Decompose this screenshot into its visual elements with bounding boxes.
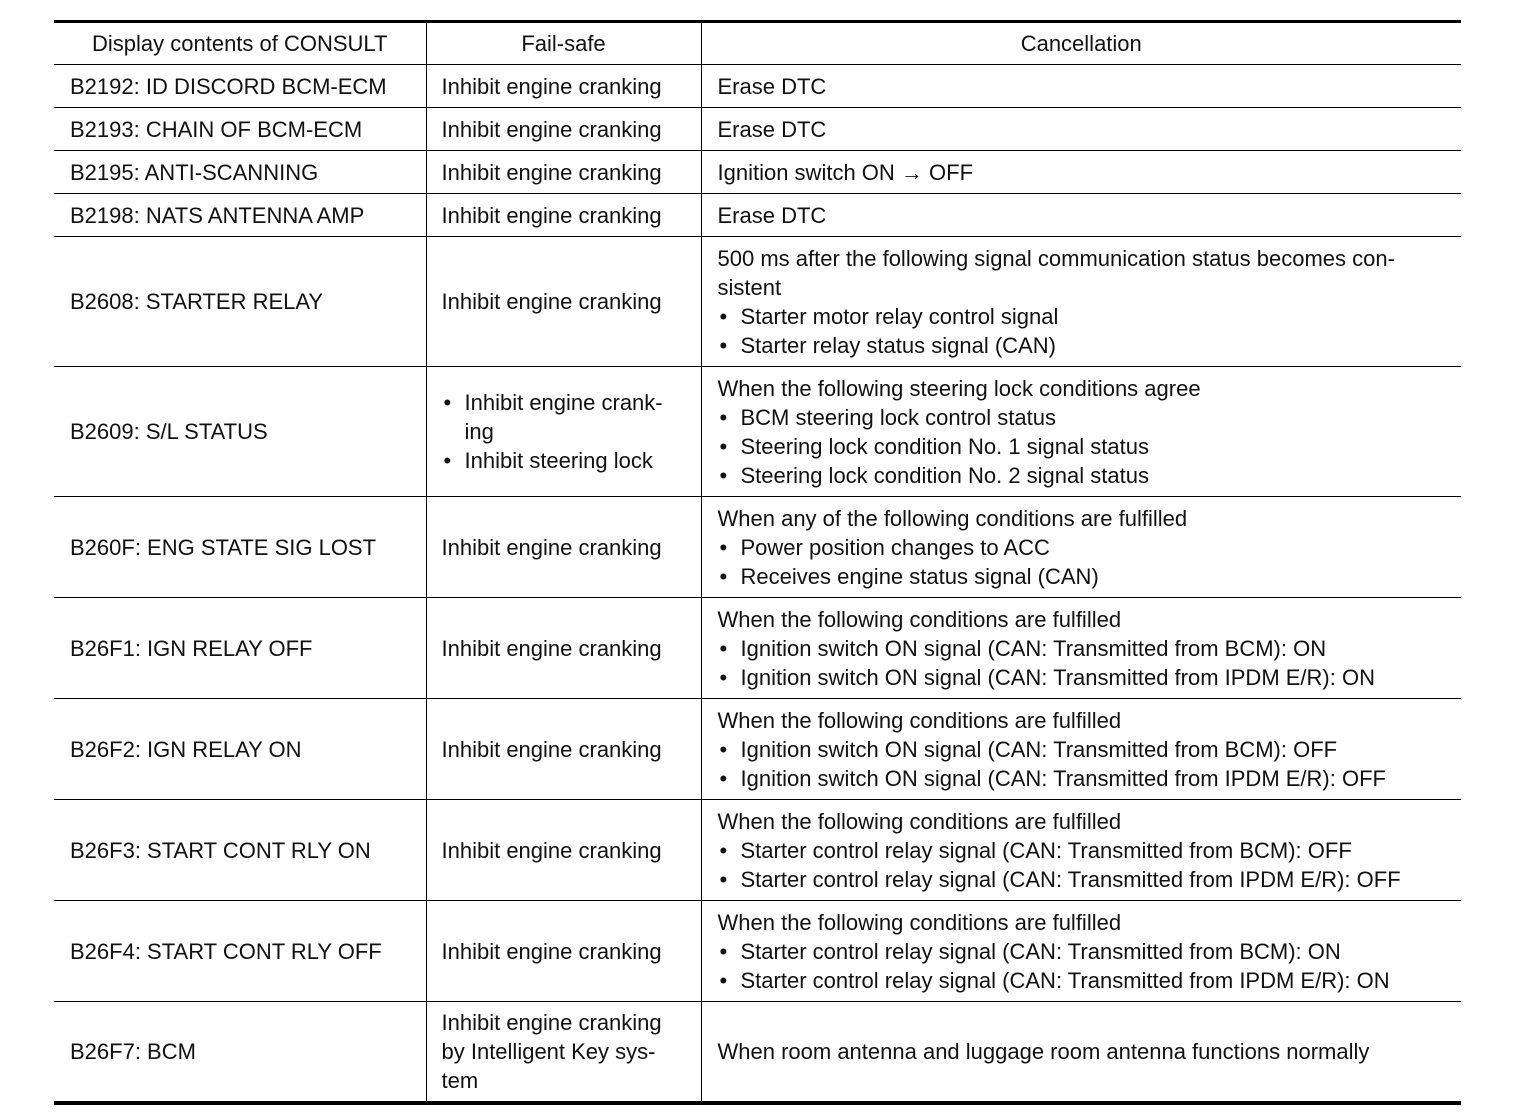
- table-row: [54, 598, 1461, 699]
- condition-item: • Ignition switch ON signal (CAN: Transmitted from BCM): ON: [718, 634, 1448, 663]
- cancellation-cell: [701, 699, 1461, 800]
- cancellation-cell: [701, 367, 1461, 497]
- condition-list: [718, 302, 1448, 360]
- condition-item: • Ignition switch ON signal (CAN: Transmitted from IPDM E/R): OFF: [718, 764, 1448, 793]
- cancellation-cell: When room antenna and luggage room antenna functions normally: [701, 1002, 1461, 1103]
- fail-safe-item: • Inhibit engine crank-ing: [442, 388, 687, 446]
- header-cancellation: Cancellation: [701, 22, 1461, 65]
- dtc-code: B2198: NATS ANTENNA AMP: [54, 194, 426, 237]
- cancellation-cell: Erase DTC: [701, 65, 1461, 108]
- dtc-code: B26F3: START CONT RLY ON: [54, 800, 426, 901]
- dtc-code: B26F4: START CONT RLY OFF: [54, 901, 426, 1002]
- condition-item: • Power position changes to ACC: [718, 533, 1448, 562]
- fail-safe-cell: [426, 367, 701, 497]
- table-row: [54, 151, 1461, 194]
- fail-safe-cell: Inhibit engine cranking: [426, 65, 701, 108]
- condition-list: [718, 836, 1448, 894]
- cancellation-cell: [701, 598, 1461, 699]
- dtc-code: B26F1: IGN RELAY OFF: [54, 598, 426, 699]
- fail-safe-cell: Inhibit engine cranking: [426, 194, 701, 237]
- cancellation-text: When the following steering lock conditions agree: [717, 375, 1201, 401]
- fail-safe-cell: Inhibit engine cranking: [426, 237, 701, 367]
- condition-item: • Starter control relay signal (CAN: Transmitted from IPDM E/R): OFF: [718, 865, 1448, 894]
- condition-item: • Receives engine status signal (CAN): [718, 562, 1448, 591]
- cancellation-text: 500 ms after the following signal communication status becomes con-sistent: [717, 245, 1395, 300]
- table-row: [54, 1002, 1461, 1103]
- condition-list: [718, 634, 1448, 692]
- fail-safe-cell: Inhibit engine cranking: [426, 598, 701, 699]
- condition-item: • Starter relay status signal (CAN): [718, 331, 1448, 360]
- table-row: [54, 194, 1461, 237]
- table-row: [54, 108, 1461, 151]
- fail-safe-cell: Inhibit engine cranking: [426, 497, 701, 598]
- condition-item: • Ignition switch ON signal (CAN: Transmitted from BCM): OFF: [718, 735, 1448, 764]
- cancellation-text: When the following conditions are fulfilled: [717, 909, 1122, 935]
- table-row: [54, 65, 1461, 108]
- cancellation-cell: [701, 497, 1461, 598]
- fail-safe-table: [54, 20, 1461, 1105]
- cancellation-cell: Erase DTC: [701, 108, 1461, 151]
- condition-item: • Steering lock condition No. 1 signal status: [718, 432, 1448, 461]
- condition-list: [718, 735, 1448, 793]
- fail-safe-cell: Inhibit engine cranking: [426, 151, 701, 194]
- cancellation-cell: [701, 800, 1461, 901]
- condition-item: • Steering lock condition No. 2 signal status: [718, 461, 1448, 490]
- fail-safe-cell: Inhibit engine cranking: [426, 108, 701, 151]
- condition-list: [718, 403, 1448, 490]
- dtc-code: B2609: S/L STATUS: [54, 367, 426, 497]
- dtc-code: B26F2: IGN RELAY ON: [54, 699, 426, 800]
- header-row: [54, 22, 1461, 65]
- dtc-code: B2195: ANTI-SCANNING: [54, 151, 426, 194]
- cancellation-text: When the following conditions are fulfilled: [717, 606, 1122, 632]
- condition-item: • Starter control relay signal (CAN: Transmitted from IPDM E/R): ON: [718, 966, 1448, 995]
- table-row: [54, 367, 1461, 497]
- dtc-code: B26F7: BCM: [54, 1002, 426, 1103]
- table-row: [54, 901, 1461, 1002]
- fail-safe-cell: Inhibit engine cranking by Intelligent Key sys-tem: [426, 1002, 701, 1103]
- fail-safe-cell: Inhibit engine cranking: [426, 699, 701, 800]
- condition-item: • Ignition switch ON signal (CAN: Transmitted from IPDM E/R): ON: [718, 663, 1448, 692]
- condition-item: • BCM steering lock control status: [718, 403, 1448, 432]
- fail-safe-list: [442, 388, 687, 475]
- header-display-contents: Display contents of CONSULT: [54, 22, 426, 65]
- table-row: [54, 497, 1461, 598]
- condition-item: • Starter motor relay control signal: [718, 302, 1448, 331]
- cancellation-cell: Ignition switch ON → OFF: [701, 151, 1461, 194]
- condition-list: [718, 937, 1448, 995]
- cancellation-text: When any of the following conditions are fulfilled: [717, 505, 1188, 531]
- table-row: [54, 800, 1461, 901]
- cancellation-cell: [701, 901, 1461, 1002]
- condition-item: • Starter control relay signal (CAN: Transmitted from BCM): ON: [718, 937, 1448, 966]
- fail-safe-cell: Inhibit engine cranking: [426, 901, 701, 1002]
- header-fail-safe: Fail-safe: [426, 22, 701, 65]
- cancellation-cell: Erase DTC: [701, 194, 1461, 237]
- table-row: [54, 237, 1461, 367]
- fail-safe-cell: Inhibit engine cranking: [426, 800, 701, 901]
- cancellation-text: When the following conditions are fulfilled: [717, 707, 1122, 733]
- cancellation-text: When the following conditions are fulfilled: [717, 808, 1122, 834]
- condition-list: [718, 533, 1448, 591]
- dtc-code: B2192: ID DISCORD BCM-ECM: [54, 65, 426, 108]
- table-row: [54, 699, 1461, 800]
- fail-safe-item: • Inhibit steering lock: [442, 446, 687, 475]
- condition-item: • Starter control relay signal (CAN: Transmitted from BCM): OFF: [718, 836, 1448, 865]
- cancellation-cell: [701, 237, 1461, 367]
- dtc-code: B2193: CHAIN OF BCM-ECM: [54, 108, 426, 151]
- dtc-code: B260F: ENG STATE SIG LOST: [54, 497, 426, 598]
- dtc-code: B2608: STARTER RELAY: [54, 237, 426, 367]
